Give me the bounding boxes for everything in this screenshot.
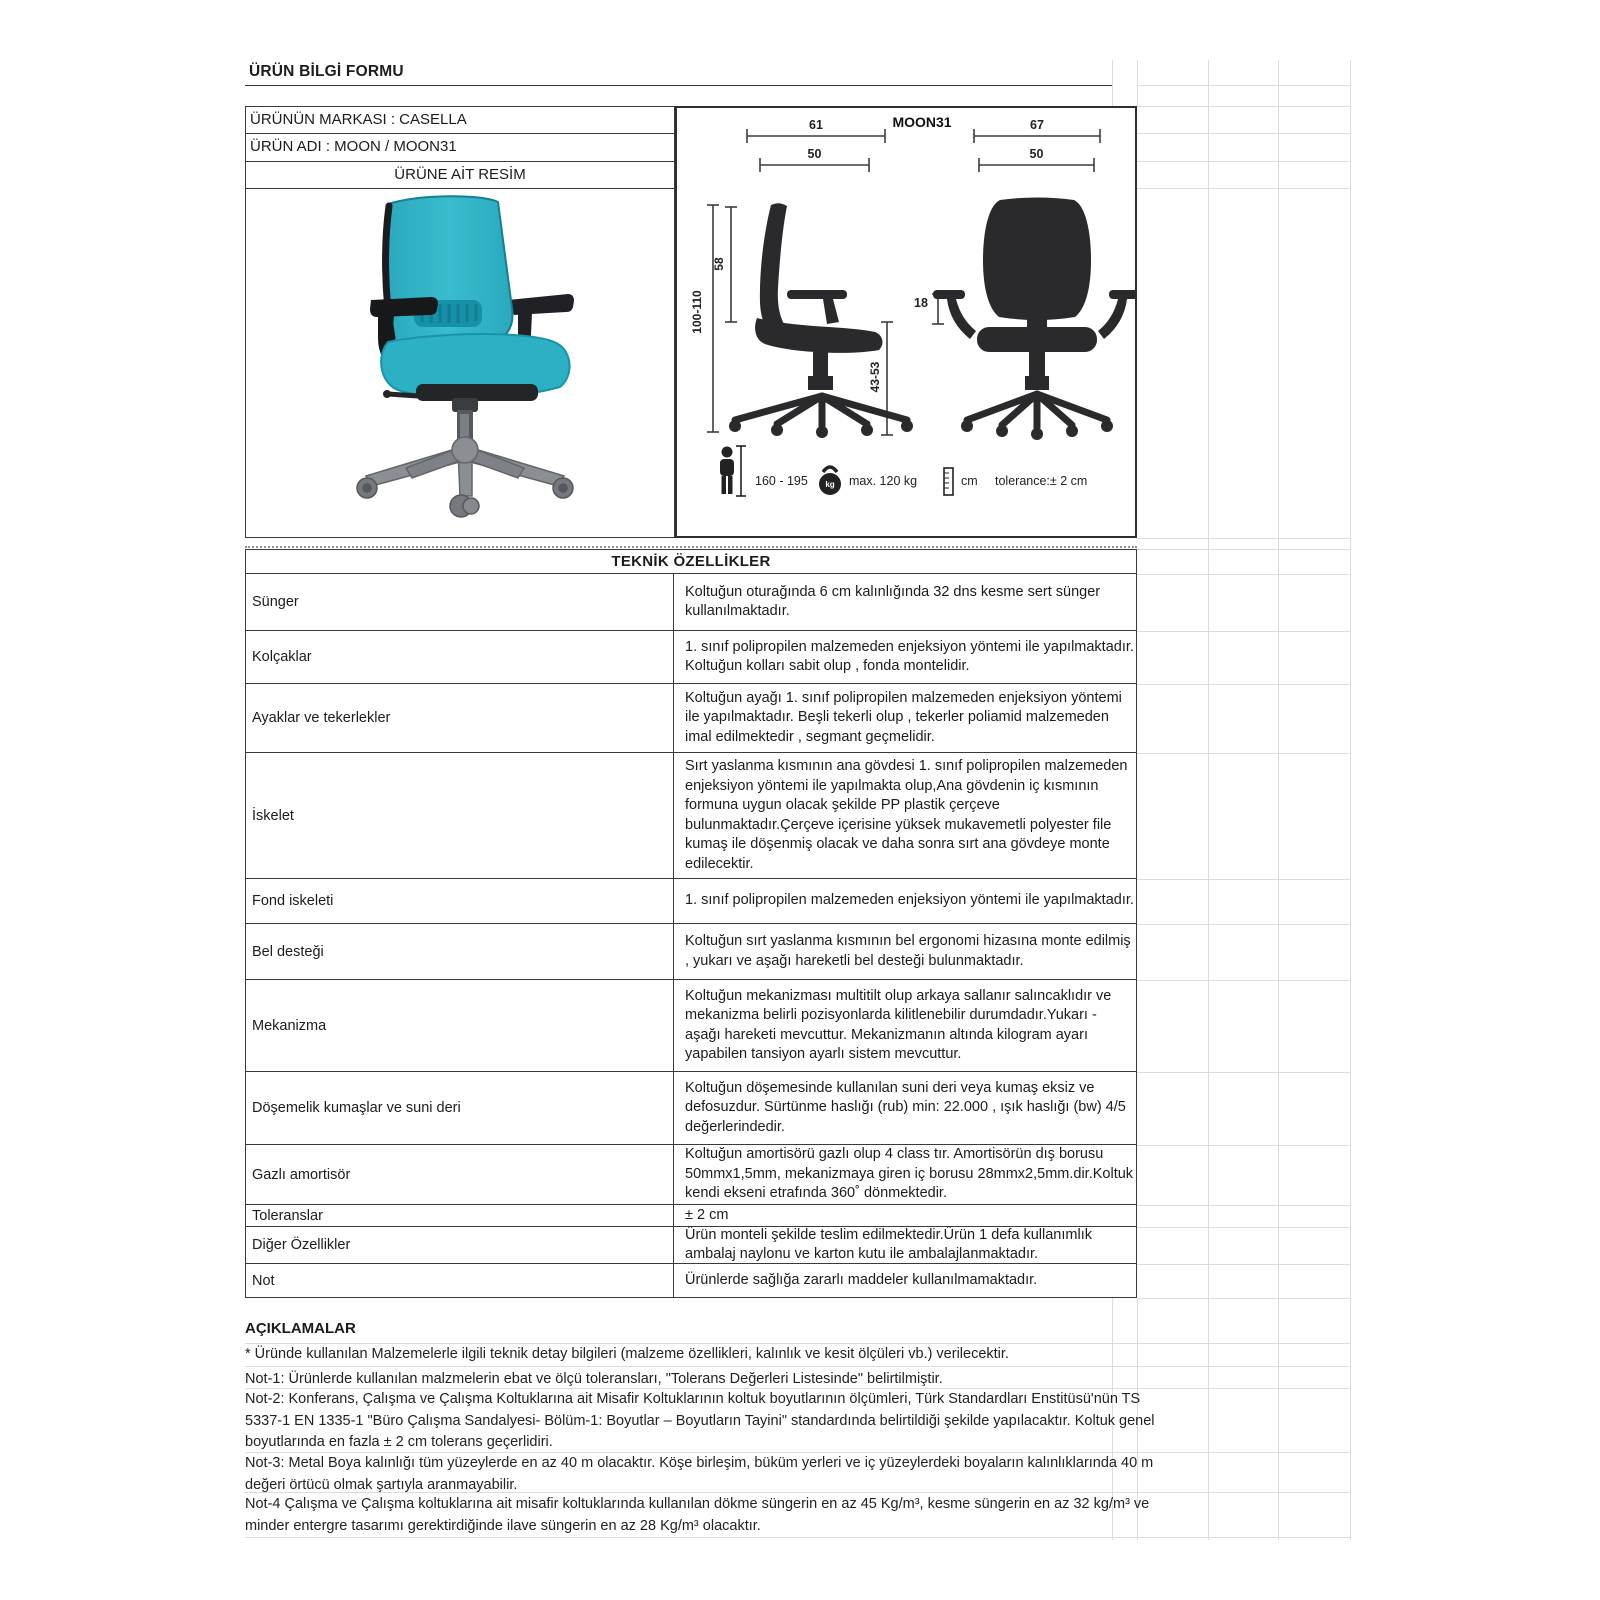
spec-label: Mekanizma xyxy=(246,980,674,1071)
spec-label: Fond iskeleti xyxy=(246,879,674,923)
spec-value: Koltuğun oturağında 6 cm kalınlığında 32 dns kesme sert sünger kullanılmaktadır. xyxy=(685,583,1101,619)
table-row xyxy=(245,924,1137,980)
spec-value: Koltuğun amortisörü gazlı olup 4 class tır. Amortisörün dış borusu 50mmx1,5mm, mekanizmaya giren iç borusu 28mmx2,5mm.dir.Koltuk kendi ekseni etrafında 360˚ dönmektedir. xyxy=(685,1146,1134,1202)
spec-label: Not xyxy=(246,1264,674,1297)
spec-label: Bel desteği xyxy=(246,924,674,979)
table-row xyxy=(245,631,1137,684)
product-photo-chair xyxy=(246,188,673,535)
spec-value: Koltuğun mekanizması multitilt olup arkaya sallanır salıncaklıdır ve mekanizma belirli pozisyonlarda kilitlenebilir durumdadır.Yukarı - aşağı hareketi mevcuttur. Mekanizmanın altında kilogram ayarı yapabilen tansiyon ayarlı sistem mevcuttur. xyxy=(685,987,1112,1062)
note-item: Not-1: Ürünlerde kullanılan malzmelerin ebat ve ölçü toleransları, "Tolerans Değerleri Listesinde" belirtilmiştir. xyxy=(245,1371,943,1387)
note-item: * Üründe kullanılan Malzemelerle ilgili teknik detay bilgileri (malzeme özellikleri, kalınlık ve kesit ölçüleri vb.) verilecektir. xyxy=(245,1346,1009,1362)
table-row xyxy=(245,1227,1137,1264)
drawing-model-label: MOON31 xyxy=(892,114,952,130)
spec-value: 1. sınıf polipropilen malzemeden enjeksiyon yöntemi ile yapılmaktadır. Koltuğun kolları sabit olup , fonda montelidir. xyxy=(685,638,1134,674)
dim-arm-height: 18 xyxy=(914,296,928,310)
image-caption-cell: ÜRÜNE AİT RESİM xyxy=(245,161,675,189)
spec-label: Ayaklar ve tekerlekler xyxy=(246,684,674,752)
product-brand-cell: ÜRÜNÜN MARKASI : CASELLA xyxy=(245,106,675,134)
dim-side-seat-width: 50 xyxy=(807,147,822,161)
product-photo-cell xyxy=(245,188,675,538)
note-item: Not-4 Çalışma ve Çalışma koltuklarına ait misafir koltuklarında kullanılan dökme süngerin en az 45 Kg/m³, kesme süngerin en az 32 kg/m³ ve minder entergre tasarımı gerektirdiğinde ilave süngerin en az 28 Kg/m³ olacaktır. xyxy=(245,1496,1150,1534)
technical-drawing xyxy=(677,108,1135,536)
table-row xyxy=(245,574,1137,631)
table-row xyxy=(245,1145,1137,1205)
table-row xyxy=(245,753,1137,879)
legend-max-weight: max. 120 kg xyxy=(849,474,918,488)
spec-value: Sırt yaslanma kısmının ana gövdesi 1. sınıf polipropilen malzemeden enjeksiyon yöntemi ile yapılmakta olup,Ana gövdenin iç kısmının formuna uygun olacak şekilde PP plastik çerçeve bulunmaktadır.Çerçeve içerisine yüksek mukavemetli polyester file kumaş ile döşenmiş olacak ve daha sonra sırt ana gövdeye monte edilecektir. xyxy=(685,758,1128,872)
front-view-chair xyxy=(933,198,1135,441)
spec-table-header: TEKNİK ÖZELLİKLER xyxy=(245,549,1137,574)
table-row xyxy=(245,1072,1137,1145)
page-break-dotted-line xyxy=(245,546,1137,548)
side-view-chair xyxy=(729,203,913,438)
spec-table xyxy=(245,574,1137,1298)
spec-value: ± 2 cm xyxy=(685,1206,729,1223)
spec-value: 1. sınıf polipropilen malzemeden enjeksiyon yöntemi ile yapılmaktadır. xyxy=(685,892,1134,909)
legend-unit: cm xyxy=(961,474,978,488)
kg-icon-label: kg xyxy=(825,480,835,489)
photo-backrest xyxy=(386,196,513,348)
spec-value: Koltuğun ayağı 1. sınıf polipropilen malzemeden enjeksiyon yöntemi ile yapılmaktadır. Beşli tekerli olup , tekerler poliamid malzemeden imal edilmektedir , segmant geçmelidir. xyxy=(685,689,1122,745)
dim-total-height: 100-110 xyxy=(690,290,704,334)
spec-label: Gazlı amortisör xyxy=(246,1145,674,1204)
table-row xyxy=(245,980,1137,1072)
spec-value: Koltuğun döşemesinde kullanılan suni deri veya kumaş eksiz ve defosuzdur. Sürtünme haslığı (rub) min: 22.000 , ışık haslığı (bw) 4/5 değerlerindedir. xyxy=(685,1079,1126,1135)
spec-label: Toleranslar xyxy=(246,1205,674,1226)
table-row xyxy=(245,879,1137,924)
dim-seat-height: 43-53 xyxy=(868,361,882,393)
spec-value: Ürünlerde sağlığa zararlı maddeler kullanılmamaktadır. xyxy=(685,1271,1038,1288)
photo-base xyxy=(366,437,564,496)
page-title: ÜRÜN BİLGİ FORMU xyxy=(245,60,1112,86)
table-row xyxy=(245,1264,1137,1298)
spec-value: Ürün monteli şekilde teslim edilmektedir.Ürün 1 defa kullanımlık ambalaj naylonu ve karton kutu ile ambalajlanmaktadır. xyxy=(685,1226,1092,1262)
table-row xyxy=(245,684,1137,753)
dim-front-seat-width: 50 xyxy=(1029,147,1044,161)
notes-header: AÇIKLAMALAR xyxy=(245,1320,356,1337)
legend-user-height: 160 - 195 xyxy=(755,474,808,488)
ruler-icon xyxy=(944,468,953,495)
spec-label: Diğer Özellikler xyxy=(246,1227,674,1263)
dim-back-height: 58 xyxy=(712,257,726,271)
product-name-cell: ÜRÜN ADI : MOON / MOON31 xyxy=(245,133,675,162)
person-icon xyxy=(720,446,746,496)
spec-value: Koltuğun sırt yaslanma kısmının bel ergonomi hizasına monte edilmiş , yukarı ve aşağı hareketli bel desteği bulunmaktadır. xyxy=(685,933,1131,969)
dim-side-top-width: 61 xyxy=(809,118,823,132)
dim-front-top-width: 67 xyxy=(1030,118,1044,132)
spec-label: İskelet xyxy=(246,753,674,878)
table-row xyxy=(245,1205,1137,1227)
spec-label: Sünger xyxy=(246,574,674,630)
note-item: Not-2: Konferans, Çalışma ve Çalışma Koltuklarına ait Misafir Koltuklarının koltuk boyutlarının ölçümleri, Türk Standardları Enstitüsü'nün TS 5337-1 EN 1335-1 "Büro Çalışma Sandalyesi- Bölüm-1: Boyutlar – Boyutların Tayini" standardında belirtildiği şekilde yapılacaktır. Koltuk genel boyutlarında en fazla ± 2 cm tolerans geçerlidiri. xyxy=(245,1391,1155,1450)
legend-tolerance: tolerance:± 2 cm xyxy=(995,474,1088,488)
technical-drawing-box xyxy=(675,106,1137,538)
note-item: Not-3: Metal Boya kalınlığı tüm yüzeylerde en az 40 m olacaktır. Köşe birleşim, büküm yerleri ve iç yüzeylerdeki boyaların kalınlıklarında 40 m değeri örtücü olmak şartıyla aranmayabilir. xyxy=(245,1455,1154,1493)
spec-label: Kolçaklar xyxy=(246,631,674,683)
spec-label: Döşemelik kumaşlar ve suni deri xyxy=(246,1072,674,1144)
